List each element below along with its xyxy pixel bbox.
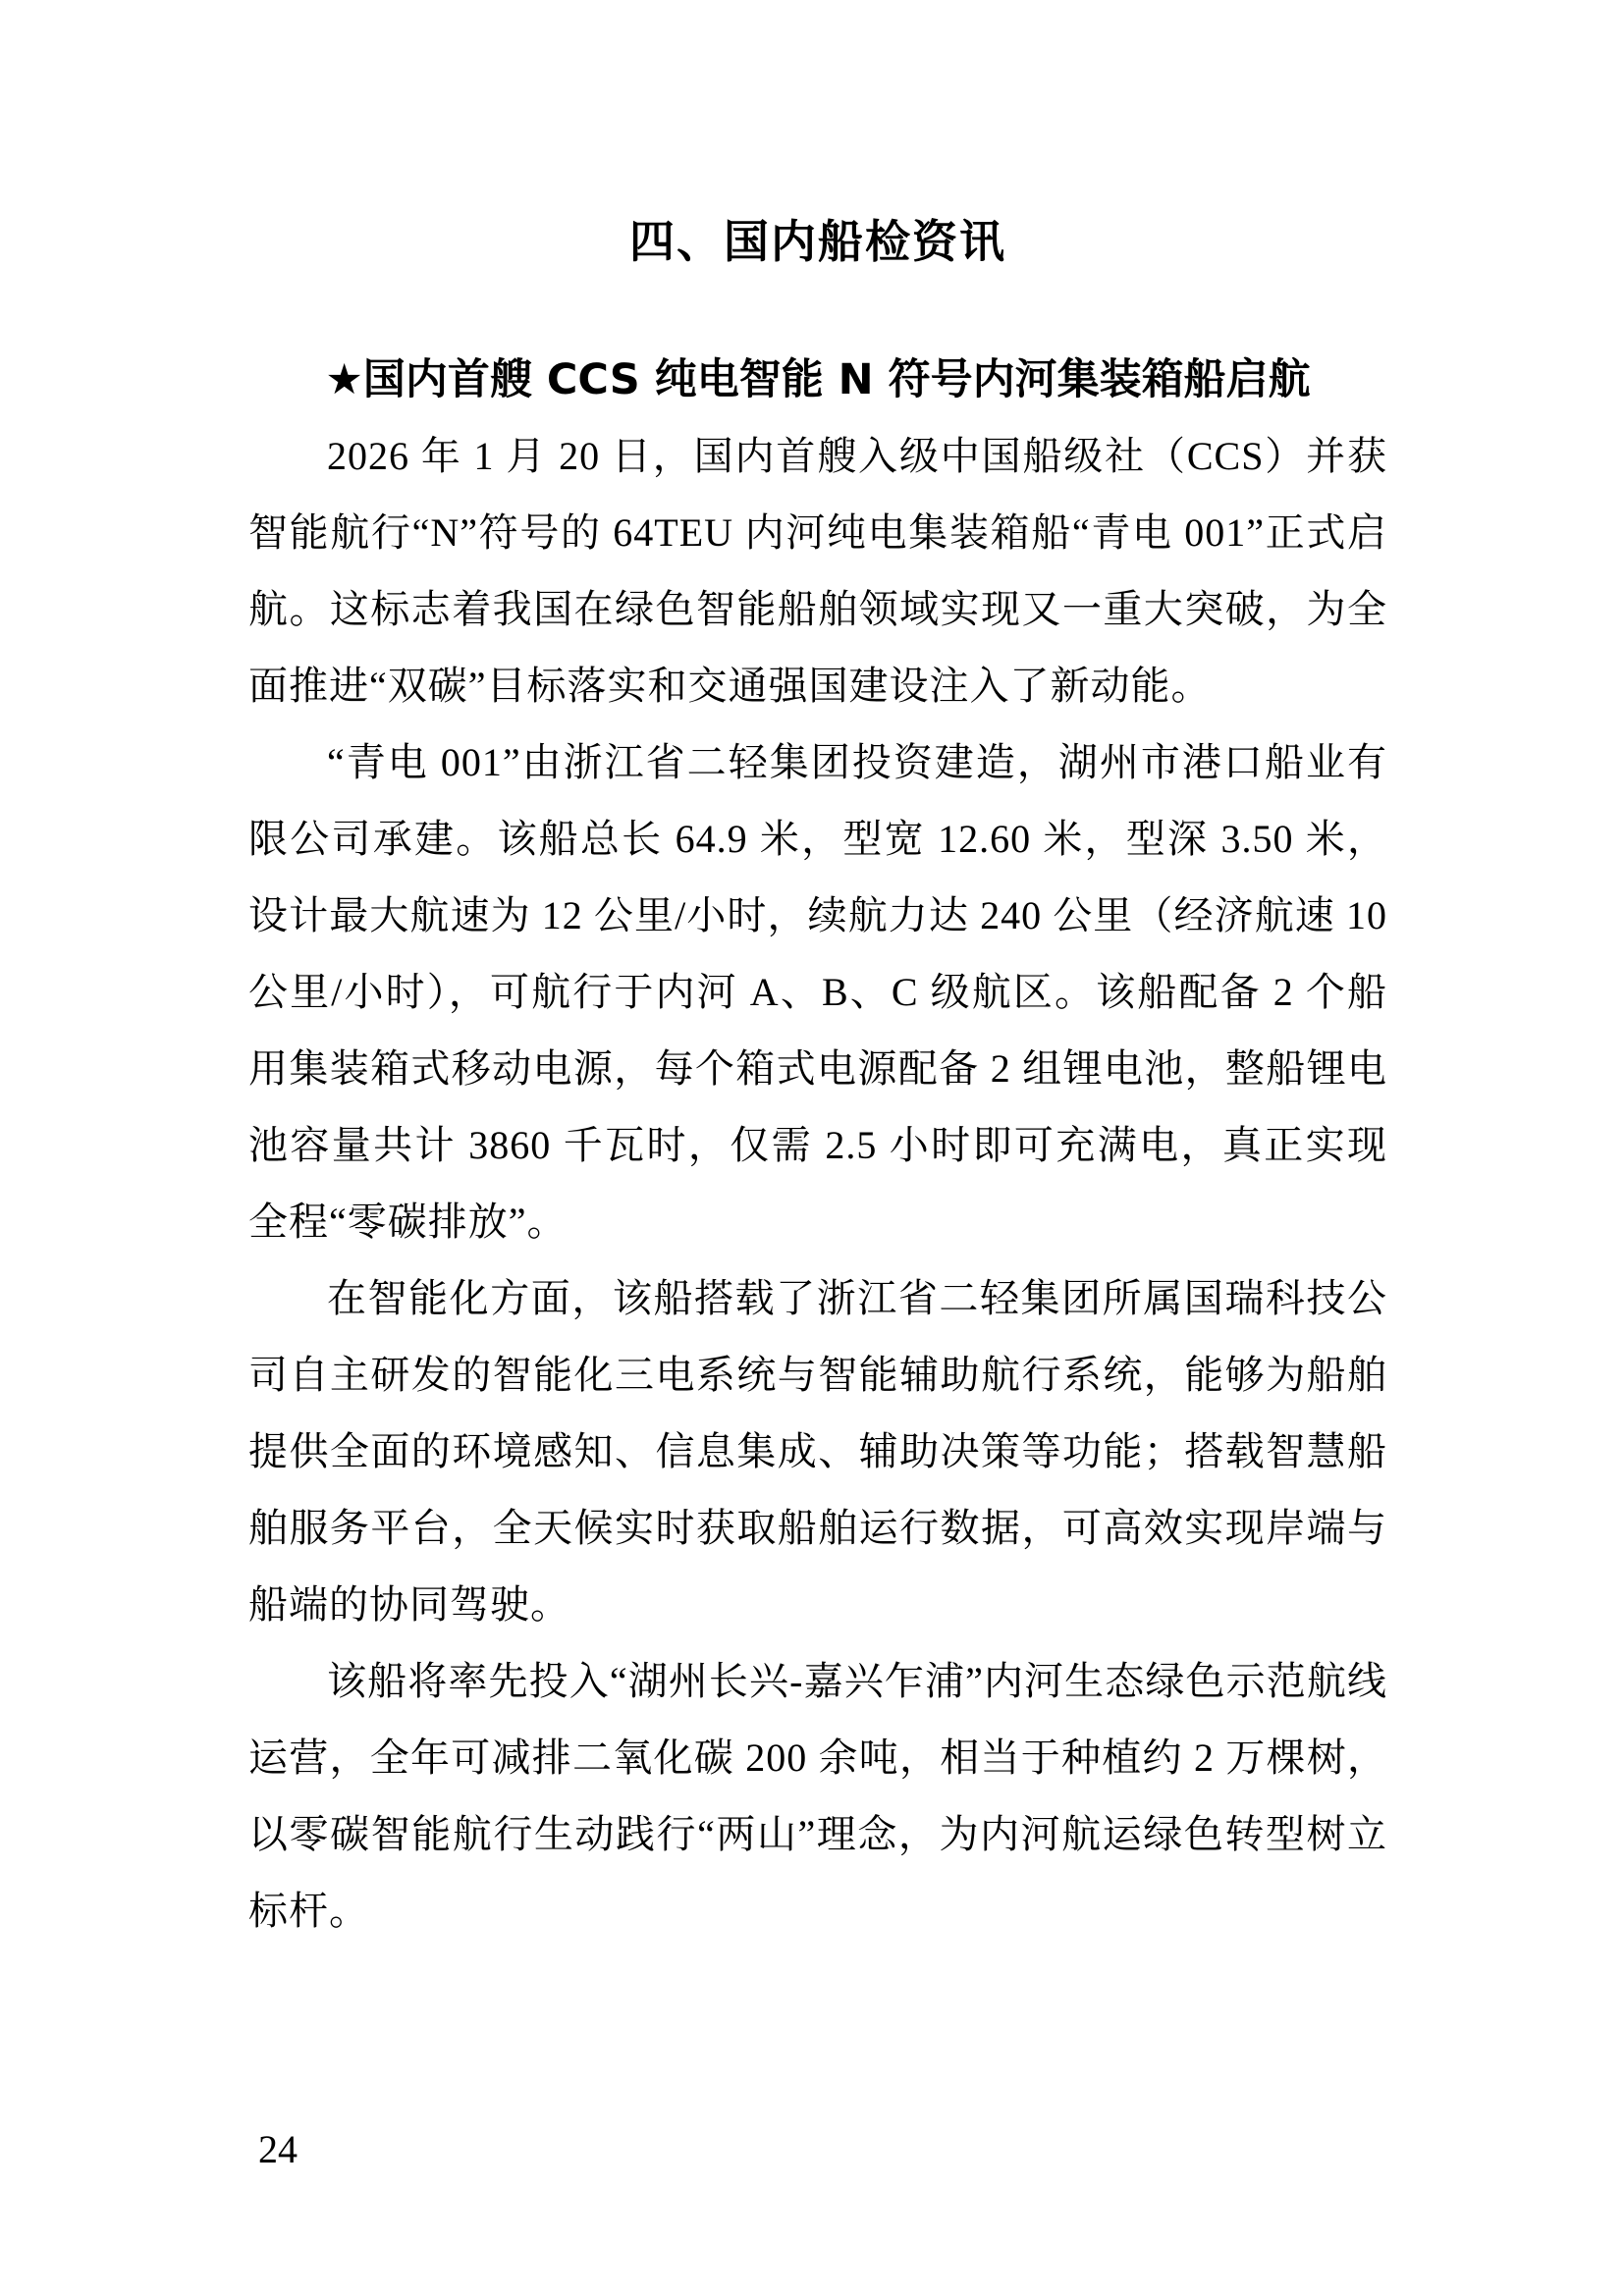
page-number: 24 <box>258 2127 298 2171</box>
paragraph-route: 该船将率先投入“湖州长兴-嘉兴乍浦”内河生态绿色示范航线运营，全年可减排二氧化碳 200 余吨，相当于种植约 2 万棵树，以零碳智能航行生动践行“两山”理念，为内河航运绿色转型树立标杆。 <box>248 1659 1387 1933</box>
article-title: ★国内首艘 CCS 纯电智能 N 符号内河集装箱船启航 <box>325 355 1311 404</box>
paragraph-intro: 2026 年 1 月 20 日，国内首艘入级中国船级社（CCS）并获智能航行“N”符号的 64TEU 内河纯电集装箱船“青电 001”正式启航。这标志着我国在绿色智能船舶领域实现又一重大突破，为全面推进“双碳”目标落实和交通强国建设注入了新动能。 <box>248 434 1387 708</box>
paragraph-ship-specs: “青电 001”由浙江省二轻集团投资建造，湖州市港口船业有限公司承建。该船总长 64.9 米，型宽 12.60 米，型深 3.50 米，设计最大航速为 12 公里/小时，续航力达 240 公里（经济航速 10 公里/小时），可航行于内河 A、B、C 级航区。该船配备 2 个船用集装箱式移动电源，每个箱式电源配备 2 组锂电池，整船锂电池容量共计 3860 千瓦时，仅需 2.5 小时即可充满电，真正实现全程“零碳排放”。 <box>248 740 1387 1244</box>
section-title: 四、国内船检资讯 <box>629 215 1006 268</box>
paragraph-intelligence: 在智能化方面，该船搭载了浙江省二轻集团所属国瑞科技公司自主研发的智能化三电系统与智能辅助航行系统，能够为船舶提供全面的环境感知、信息集成、辅助决策等功能；搭载智慧船舶服务平台，全天候实时获取船舶运行数据，可高效实现岸端与船端的协同驾驶。 <box>248 1276 1387 1627</box>
